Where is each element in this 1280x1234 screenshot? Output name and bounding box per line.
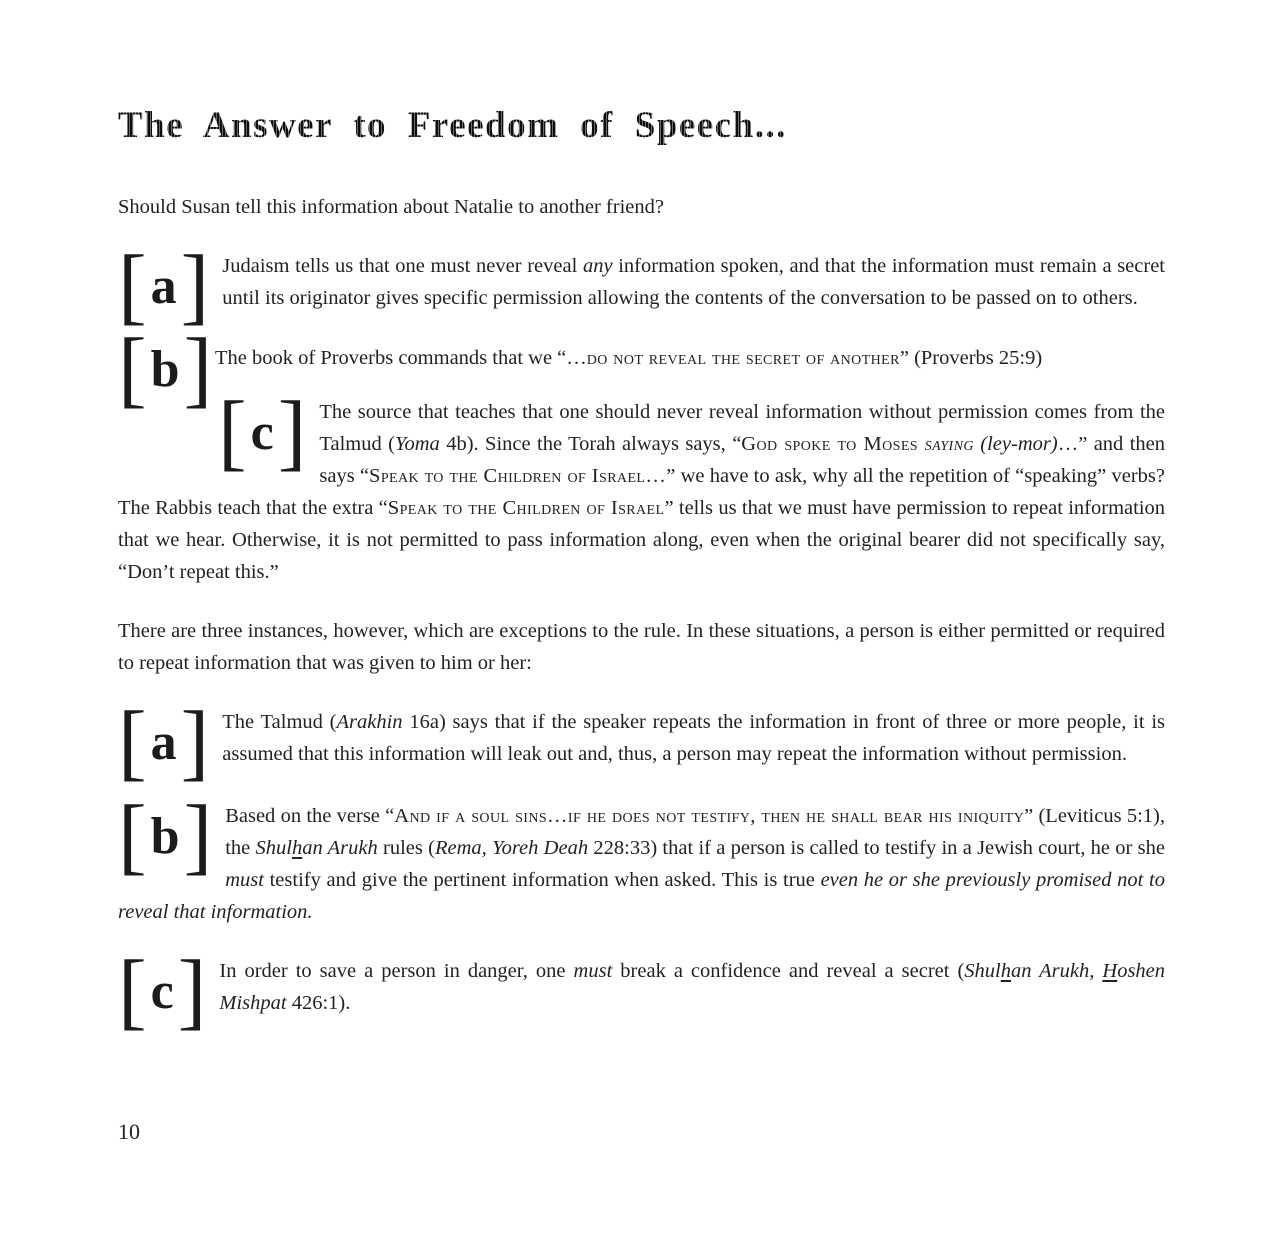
dropcap-a [118, 236, 210, 333]
bracket-left: [ [118, 319, 147, 416]
bracket-left: [ [118, 786, 147, 883]
bracket-left: [ [118, 692, 147, 789]
bracket-right: ] [183, 319, 213, 416]
dropcap-letter: b [150, 340, 180, 398]
bracket-right: ] [180, 236, 210, 333]
bracket-right: ] [183, 786, 213, 883]
page-title: The Answer to Freedom of Speech... [118, 106, 1165, 147]
paragraph-text: The source that teaches that one should never reveal information without permission comes from the Talmud (Yoma 4b). Since the Torah always says, “God spoke to Moses saying (ley-mor)…” and then says “Speak to the Children of Israel…” we have to ask, why all the repetition of “speaking” verbs? The Rabbis teach that the extra “Speak to the Children of Israel” tells us that we must have permission to repeat information that we hear. Otherwise, it is not permitted to pass information along, even when the original bearer did not specifically say, “Don’t repeat this.” [118, 400, 1166, 583]
paragraph-text: Based on the verse “And if a soul sins…if he does not testify, then he shall bear his iniquity” (Leviticus 5:1), the Shulhan Arukh rules (Rema, Yoreh Deah 228:33) that if a person is called to testify in a Jewish court, he or she must testify and give the pertinent information when asked. This is true even he or she previously promised not to reveal that information. [118, 804, 1165, 923]
dropcap-letter: a [150, 257, 177, 315]
dropcap-letter: c [150, 962, 174, 1020]
question-line [118, 191, 1165, 223]
paragraph-text: Should Susan tell this information about Natalie to another friend? [118, 195, 664, 218]
paragraph-exceptions-intro [118, 615, 1165, 679]
paragraph-item-a-2 [118, 692, 1165, 789]
dropcap-b [118, 786, 213, 883]
bracket-left: [ [118, 236, 147, 333]
bracket-left: [ [118, 941, 147, 1038]
paragraph-item-b-2 [118, 786, 1165, 928]
dropcap-letter: a [150, 713, 177, 771]
paragraph-text: There are three instances, however, which are exceptions to the rule. In these situations, a person is either permitted or required to repeat information that was given to him or her: [118, 619, 1165, 674]
paragraph-item-a-1 [118, 236, 1165, 333]
bracket-right: ] [180, 692, 210, 789]
dropcap-letter: c [250, 403, 274, 461]
dropcap-b [118, 319, 213, 416]
paragraph-text: Judaism tells us that one must never reveal any information spoken, and that the information must remain a secret until its originator gives specific permission allowing the contents of the conversation to be passed on to others. [222, 254, 1165, 309]
page-number: 10 [118, 1118, 140, 1144]
bracket-left: [ [218, 382, 247, 479]
dropcap-c [118, 941, 207, 1038]
paragraph-text: In order to save a person in danger, one must break a confidence and reveal a secret (Shulhan Arukh, Hoshen Mishpat 426:1). [219, 959, 1166, 1014]
paragraph-item-b-1 [118, 319, 1165, 416]
paragraph-text: The Talmud (Arakhin 16a) says that if the speaker repeats the information in front of three or more people, it is assumed that this information will leak out and, thus, a person may repeat the information without permission. [222, 710, 1165, 765]
paragraph-item-c-2 [118, 941, 1166, 1038]
dropcap-letter: b [150, 807, 180, 865]
dropcap-a [118, 692, 210, 789]
bracket-right: ] [277, 382, 307, 479]
dropcap-c [218, 382, 307, 479]
bracket-right: ] [177, 941, 207, 1038]
paragraph-item-c-1 [118, 382, 1166, 588]
paragraph-text: The book of Proverbs commands that we “…do not reveal the secret of another” (Proverbs 25:9) [215, 346, 1043, 369]
